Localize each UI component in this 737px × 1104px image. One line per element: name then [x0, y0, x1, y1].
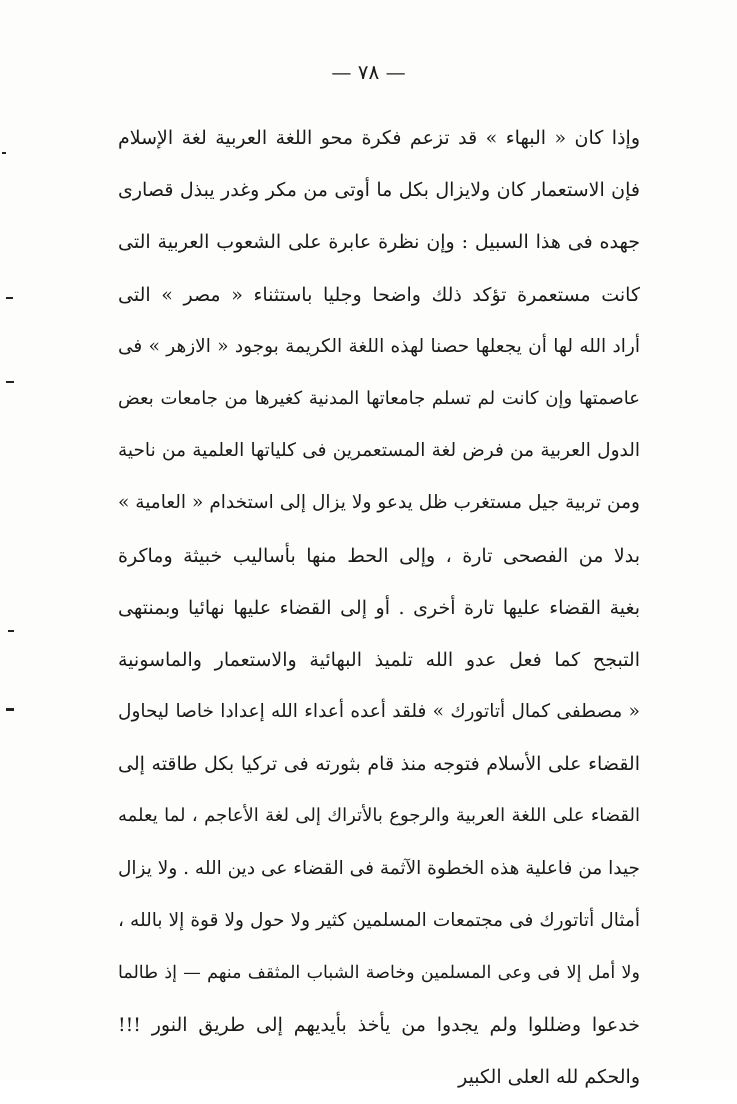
text-line: كانت مستعمرة تؤكد ذلك واضحا وجليا باستثناء « مصر » التى — [118, 283, 640, 306]
scan-mark — [8, 630, 14, 632]
text-line: القضاء على الأسلام فتوجه منذ قام بثورته فى تركيا بكل طاقته إلى — [118, 753, 640, 776]
scan-mark — [6, 381, 14, 383]
text-line-closing: والحكم لله العلى الكبير — [458, 1066, 640, 1089]
body-text — [118, 112, 640, 1104]
text-line: القضاء على اللغة العربية والرجوع بالأتراك إلى لغة الأعاجم ، لما يعلمه — [118, 805, 640, 827]
scan-mark — [6, 297, 13, 299]
text-line: أمثال أتاتورك فى مجتمعات المسلمين كثير ولا حول ولا قوة إلا بالله ، — [118, 909, 640, 931]
text-line: بغية القضاء عليها تارة أخرى . أو إلى القضاء عليها نهائيا وبمنتهى — [118, 596, 640, 619]
scan-mark — [6, 708, 14, 711]
text-line: جيدا من فاعلية هذه الخطوة الآثمة فى القضاء عى دين الله . ولا يزال — [118, 857, 640, 879]
page-number: — ٧٨ — — [331, 60, 406, 84]
text-line: خدعوا وضللوا ولم يجدوا من يأخذ بأيديهم إلى طريق النور !!! — [118, 1014, 640, 1037]
text-line: ومن تربية جيل مستغرب ظل يدعو ولا يزال إلى استخدام « العامية » — [118, 492, 640, 514]
text-line: « مصطفى كمال أتاتورك » فلقد أعده أعداء الله إعدادا خاصا ليحاول — [118, 701, 640, 723]
text-line: الدول العربية من فرض لغة المستعمرين فى كلياتها العلمية من ناحية — [118, 440, 640, 462]
text-line: عاصمتها وإن كانت لم تسلم جامعاتها المدنية كغيرها من جامعات بعض — [118, 387, 640, 409]
scan-mark — [2, 152, 6, 154]
text-line: أراد الله لها أن يجعلها حصنا لهذه اللغة الكريمة بوجود « الازهر » فى — [118, 335, 640, 357]
text-line: بدلا من الفصحى تارة ، وإلى الحط منها بأساليب خبيثة وماكرة — [118, 544, 640, 567]
text-line: ولا أمل إلا فى وعى المسلمين وخاصة الشباب المثقف منهم — إذ طالما — [118, 963, 640, 983]
text-line: وإذا كان « البهاء » قد تزعم فكرة محو اللغة العربية لغة الإسلام — [118, 127, 640, 149]
text-line: جهده فى هذا السبيل : وإن نظرة عابرة على الشعوب العربية التى — [118, 231, 640, 254]
text-line: التبجح كما فعل عدو الله تلميذ البهائية والاستعمار والماسونية — [118, 648, 640, 671]
text-line: فإن الاستعمار كان ولايزال بكل ما أوتى من مكر وغدر يبذل قصارى — [118, 179, 640, 202]
